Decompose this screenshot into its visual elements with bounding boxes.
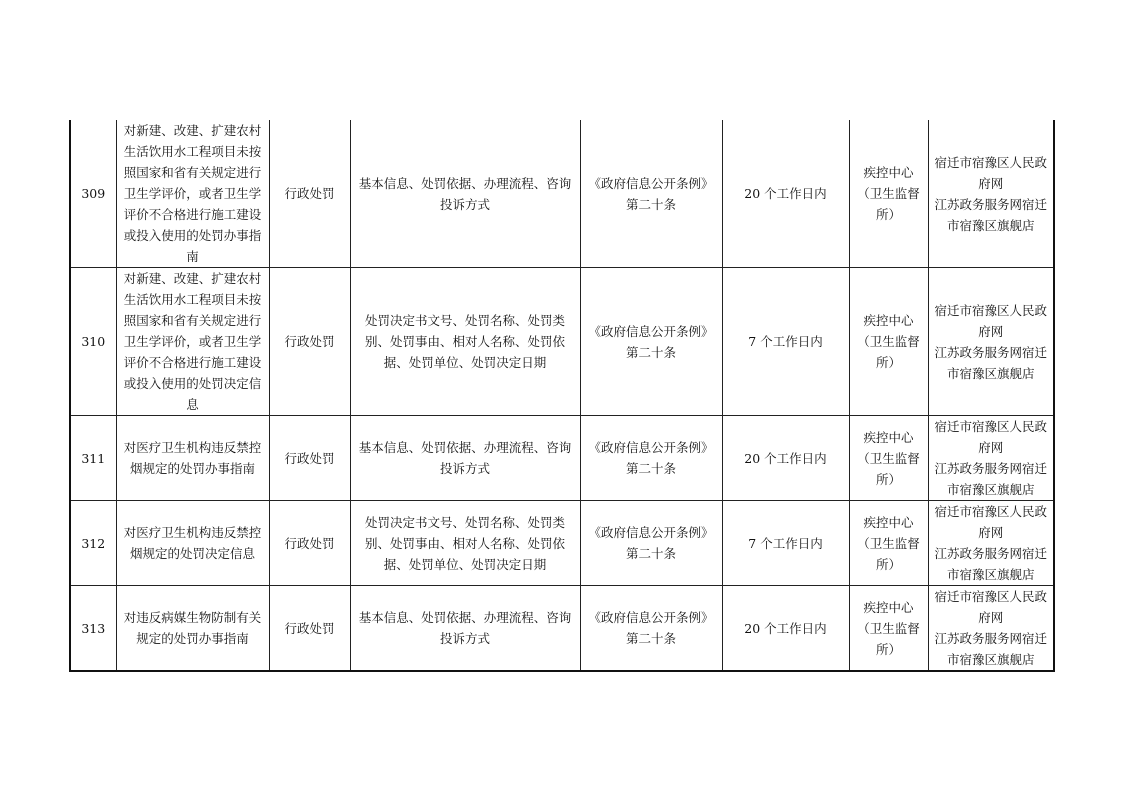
item-name: 对新建、改建、扩建农村生活饮用水工程项目未按照国家和省有关规定进行卫生学评价，或者卫生学评价不合格进行施工建设或投入使用的处罚办事指南 — [116, 120, 269, 268]
publication-channel: 宿迁市宿豫区人民政府网 江苏政务服务网宿迁市宿豫区旗舰店 — [928, 501, 1054, 586]
item-name: 对新建、改建、扩建农村生活饮用水工程项目未按照国家和省有关规定进行卫生学评价，或者卫生学评价不合格进行施工建设或投入使用的处罚决定信息 — [116, 268, 269, 416]
row-number: 313 — [70, 586, 116, 672]
disclosure-content: 基本信息、处罚依据、办理流程、咨询投诉方式 — [350, 586, 580, 672]
item-category: 行政处罚 — [269, 501, 350, 586]
disclosure-table — [69, 120, 1055, 672]
legal-basis: 《政府信息公开条例》第二十条 — [580, 501, 722, 586]
item-name: 对医疗卫生机构违反禁控烟规定的处罚办事指南 — [116, 416, 269, 501]
table-row — [70, 416, 1054, 501]
responsible-department: 疾控中心（卫生监督所） — [849, 268, 928, 416]
time-limit: 20 个工作日内 — [722, 586, 849, 672]
disclosure-content: 处罚决定书文号、处罚名称、处罚类别、处罚事由、相对人名称、处罚依据、处罚单位、处罚决定日期 — [350, 268, 580, 416]
responsible-department: 疾控中心（卫生监督所） — [849, 586, 928, 672]
legal-basis: 《政府信息公开条例》第二十条 — [580, 120, 722, 268]
legal-basis: 《政府信息公开条例》第二十条 — [580, 416, 722, 501]
responsible-department: 疾控中心（卫生监督所） — [849, 501, 928, 586]
table-row — [70, 120, 1054, 268]
publication-channel: 宿迁市宿豫区人民政府网 江苏政务服务网宿迁市宿豫区旗舰店 — [928, 120, 1054, 268]
time-limit: 20 个工作日内 — [722, 416, 849, 501]
row-number: 309 — [70, 120, 116, 268]
time-limit: 20 个工作日内 — [722, 120, 849, 268]
legal-basis: 《政府信息公开条例》第二十条 — [580, 268, 722, 416]
publication-channel: 宿迁市宿豫区人民政府网 江苏政务服务网宿迁市宿豫区旗舰店 — [928, 416, 1054, 501]
item-name: 对违反病媒生物防制有关规定的处罚办事指南 — [116, 586, 269, 672]
row-number: 312 — [70, 501, 116, 586]
item-category: 行政处罚 — [269, 586, 350, 672]
row-number: 311 — [70, 416, 116, 501]
item-category: 行政处罚 — [269, 268, 350, 416]
table-row — [70, 268, 1054, 416]
time-limit: 7 个工作日内 — [722, 268, 849, 416]
item-category: 行政处罚 — [269, 416, 350, 501]
publication-channel: 宿迁市宿豫区人民政府网 江苏政务服务网宿迁市宿豫区旗舰店 — [928, 586, 1054, 672]
disclosure-content: 基本信息、处罚依据、办理流程、咨询投诉方式 — [350, 120, 580, 268]
publication-channel: 宿迁市宿豫区人民政府网 江苏政务服务网宿迁市宿豫区旗舰店 — [928, 268, 1054, 416]
disclosure-content: 基本信息、处罚依据、办理流程、咨询投诉方式 — [350, 416, 580, 501]
responsible-department: 疾控中心（卫生监督所） — [849, 120, 928, 268]
item-category: 行政处罚 — [269, 120, 350, 268]
responsible-department: 疾控中心（卫生监督所） — [849, 416, 928, 501]
item-name: 对医疗卫生机构违反禁控烟规定的处罚决定信息 — [116, 501, 269, 586]
disclosure-content: 处罚决定书文号、处罚名称、处罚类别、处罚事由、相对人名称、处罚依据、处罚单位、处罚决定日期 — [350, 501, 580, 586]
table-row — [70, 501, 1054, 586]
row-number: 310 — [70, 268, 116, 416]
table-row — [70, 586, 1054, 672]
time-limit: 7 个工作日内 — [722, 501, 849, 586]
legal-basis: 《政府信息公开条例》第二十条 — [580, 586, 722, 672]
